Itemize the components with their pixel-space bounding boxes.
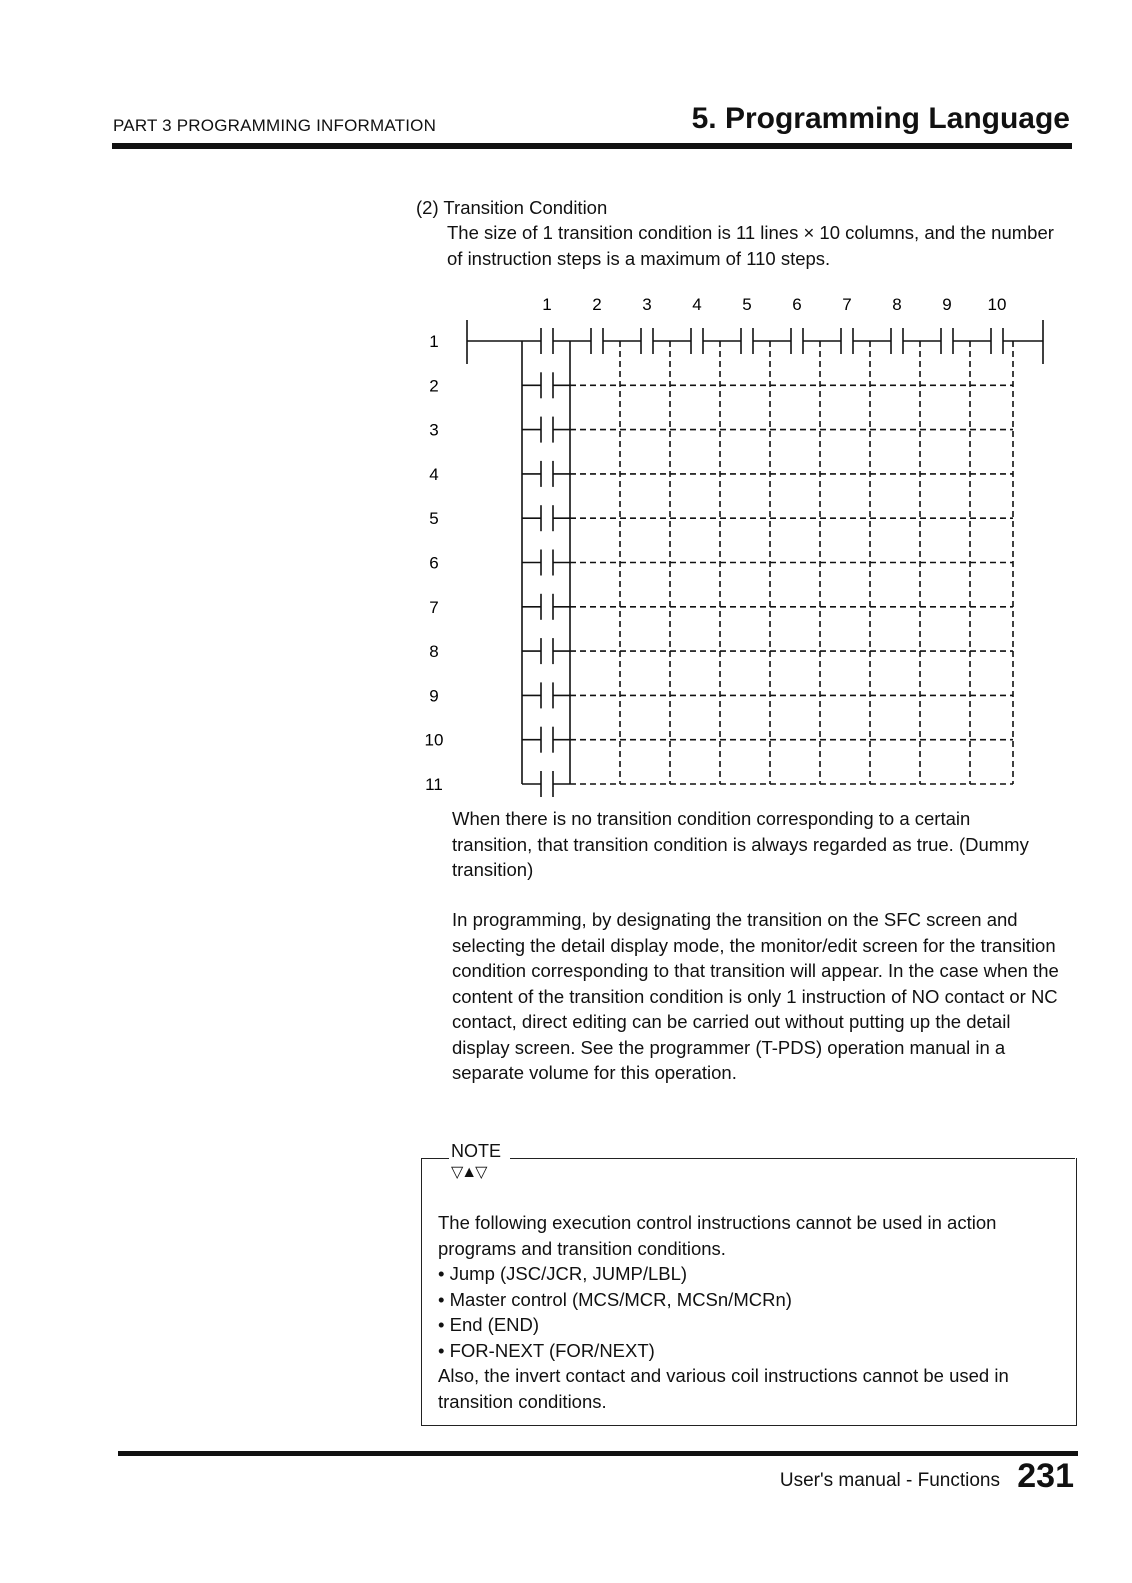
column-label: 10 [987,295,1007,314]
para-programming: In programming, by designating the transition on the SFC screen and selecting the detail display mode, the monitor/edit screen for the transition condition corresponding to that transition will appear. In the case when the content of the transition condition is only 1 instruction of NO contact or NC contact, direct editing can be carried out without putting up the detail display screen. See the programmer (T-PDS) operation manual in a separate volume for this operation. [452,909,1059,1083]
footer-text: User's manual - Functions [779,1470,1000,1491]
column-label: 1 [542,295,552,314]
row-label: 9 [429,686,439,706]
row-label: 7 [429,597,439,617]
part-header: PART 3 PROGRAMMING INFORMATION [113,116,437,135]
row-label: 2 [429,376,439,396]
row-label: 6 [429,553,439,573]
note-intro: The following execution control instructions cannot be used in action programs and transition conditions. [438,1212,997,1259]
note-content [438,1210,1063,1414]
column-label: 2 [592,295,602,314]
note-item: • Master control (MCS/MCR, MCSn/MCRn) [438,1288,792,1310]
row-label: 4 [429,464,439,484]
note-label: NOTE [451,1141,502,1161]
section-intro: The size of 1 transition condition is 11 lines × 10 columns, and the number of instruction steps is a maximum of 110 steps. [447,222,1054,269]
note-border [510,1158,1075,1159]
chapter-title: 5. Programming Language [691,102,1070,135]
row-label: 1 [429,332,439,351]
note-list [438,1261,1063,1363]
column-label: 6 [792,295,802,314]
row-label: 11 [425,775,443,794]
row-label: 8 [429,642,439,662]
para-dummy-transition: When there is no transition condition corresponding to a certain transition, that transition condition is always regarded as true. (Dummy transition) [452,808,1029,880]
note-item: • Jump (JSC/JCR, JUMP/LBL) [438,1263,688,1284]
row-label: 5 [429,509,439,529]
column-label: 7 [842,295,852,314]
column-label: 8 [892,295,902,314]
section-title: (2) Transition Condition [416,197,608,218]
note-item: • End (END) [438,1314,540,1335]
column-label: 9 [942,295,952,314]
note-item: • FOR-NEXT (FOR/NEXT) [438,1339,655,1361]
note-border [421,1158,449,1159]
page-number: 231 [1017,1457,1074,1495]
row-label: 3 [429,420,439,440]
note-symbol-icon: ▽▲▽ [451,1164,486,1181]
footer-rule [118,1451,1078,1456]
column-label: 3 [642,295,652,314]
column-label: 5 [742,295,752,314]
row-label: 10 [424,730,444,750]
note-outro: Also, the invert contact and various coil instructions cannot be used in transition conditions. [438,1365,1009,1412]
column-label: 4 [692,295,702,314]
